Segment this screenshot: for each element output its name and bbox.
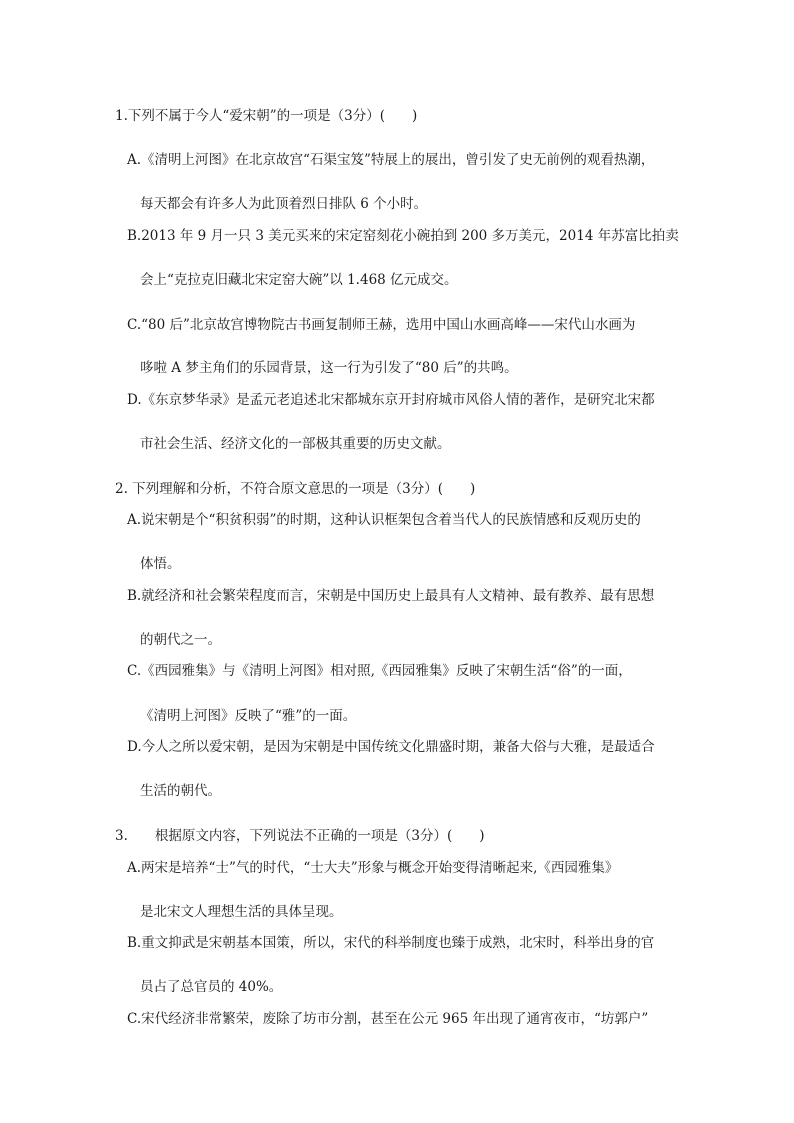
question-1-option-a-cont: 每天都会有许多人为此顶着烈日排队 6 个小时。 — [140, 196, 428, 212]
question-2-option-d: D.今人之所以爱宋朝，是因为宋朝是中国传统文化鼎盛时期，兼备大俗与大雅，是最适合 — [127, 739, 655, 755]
question-1-option-c: C.“80 后”北京故宫博物院古书画复制师王赫，选用中国山水画高峰——宋代山水画为 — [127, 317, 636, 333]
question-2-option-c-cont: 《清明上河图》反映了“雅”的一面。 — [140, 708, 357, 724]
question-2-option-d-cont: 生活的朝代。 — [140, 783, 221, 799]
question-2-option-a: A.说宋朝是个“积贫积弱”的时期，这种认识框架包含着当代人的民族情感和反观历史的 — [127, 512, 641, 528]
question-2-stem: 2. 下列理解和分析，不符合原文意思的一项是（3分）( ) — [115, 481, 476, 497]
question-2-option-a-cont: 体悟。 — [140, 556, 181, 572]
question-1-option-b: B.2013 年 9 月一只 3 美元买来的宋定窑刻花小碗拍到 200 多万美元，2014 年苏富比拍卖 — [127, 228, 679, 244]
question-3-option-b: B.重文抑武是宋朝基本国策，所以，宋代的科举制度也臻于成熟，北宋时，科举出身的官 — [127, 935, 655, 951]
question-1-stem: 1.下列不属于今人“爱宋朝”的一项是（3分）( ) — [115, 108, 418, 124]
question-1-option-d: D.《东京梦华录》是孟元老追述北宋都城东京开封府城市风俗人情的著作，是研究北宋都 — [127, 392, 655, 408]
question-1-option-a: A.《清明上河图》在北京故宫“石渠宝笈”特展上的展出，曾引发了史无前例的观看热潮， — [127, 152, 655, 168]
question-3-option-a: A.两宋是培养“士”气的时代，“士大夫”形象与概念开始变得清晰起来,《西园雅集》 — [127, 860, 619, 876]
question-1-option-d-cont: 市社会生活、经济文化的一部极其重要的历史文献。 — [140, 436, 451, 452]
question-3-option-c: C.宋代经济非常繁荣，废除了坊市分割，甚至在公元 965 年出现了通宵夜市，“坊郭户” — [127, 1011, 649, 1027]
question-3-option-a-cont: 是北宋文人理想生活的具体呈现。 — [140, 904, 343, 920]
question-3-option-b-cont: 员占了总官员的 40%。 — [140, 979, 283, 995]
question-3-stem: 3. 根据原文内容，下列说法不正确的一项是（3分）( ) — [115, 828, 485, 844]
question-2-option-b-cont: 的朝代之一。 — [140, 632, 221, 648]
question-1-option-c-cont: 哆啦 A 梦主角们的乐园背景，这一行为引发了“80 后”的共鸣。 — [140, 360, 518, 376]
question-2-option-b: B.就经济和社会繁荣程度而言，宋朝是中国历史上最具有人文精神、最有教养、最有思想 — [127, 588, 655, 604]
question-1-option-b-cont: 会上“克拉克旧藏北宋定窑大碗”以 1.468 亿元成交。 — [140, 272, 458, 288]
question-2-option-c: C.《西园雅集》与《清明上河图》相对照,《西园雅集》反映了宋朝生活“俗”的一面， — [127, 663, 632, 679]
